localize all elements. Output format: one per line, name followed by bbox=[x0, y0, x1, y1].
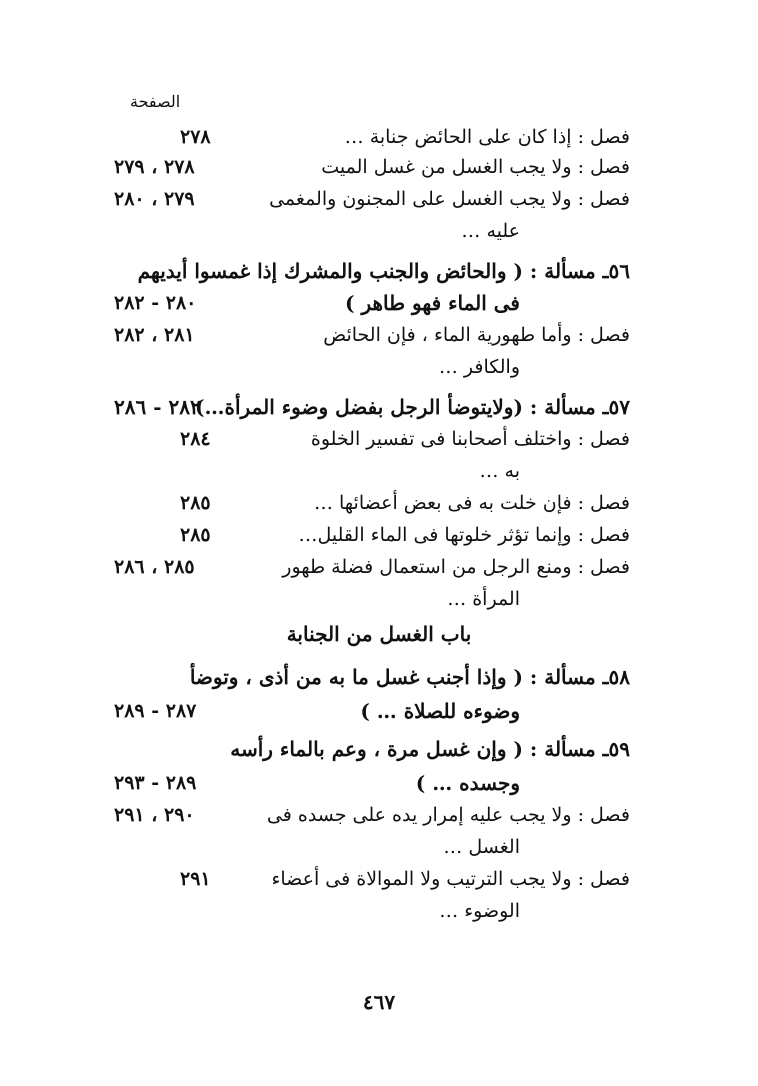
entry-text: فصل : ولا يجب الغسل على المجنون والمغمى bbox=[269, 188, 630, 210]
masala-text: ٥٨ـ مسألة : ( وإذا أجنب غسل ما به من أذى ، وتوضأ bbox=[189, 665, 630, 689]
list-item bbox=[100, 694, 630, 728]
list-item bbox=[100, 120, 630, 154]
entry-pages: ٢٨٥ bbox=[180, 524, 211, 546]
entry-text: فصل : وأما طهورية الماء ، فإن الحائض bbox=[323, 324, 630, 346]
entry-continuation: عليه … bbox=[461, 220, 520, 242]
entry-pages: ٢٧٩ ، ٢٨٠ bbox=[114, 188, 195, 210]
list-item bbox=[100, 454, 630, 488]
list-item bbox=[100, 350, 630, 384]
section-title: باب الغسل من الجنابة bbox=[286, 622, 472, 646]
entry-pages: ٢٨٤ bbox=[180, 428, 211, 450]
entry-continuation: والكافر … bbox=[438, 356, 520, 378]
entry-pages: ٢٨٢ - ٢٨٦ bbox=[114, 395, 201, 419]
list-item bbox=[100, 214, 630, 248]
masala-continuation: وجسده … ) bbox=[415, 771, 520, 795]
masala-text: ٥٧ـ مسألة : (ولايتوضأ الرجل بفضل وضوء المرأة…) bbox=[195, 395, 630, 419]
list-item bbox=[100, 582, 630, 616]
entry-pages: ٢٨٧ - ٢٨٩ bbox=[114, 700, 197, 722]
list-item bbox=[100, 486, 630, 520]
entry-text: فصل : ولا يجب الترتيب ولا الموالاة فى أعضاء bbox=[271, 868, 630, 890]
entry-continuation: الغسل … bbox=[443, 836, 520, 858]
list-item bbox=[100, 422, 630, 456]
list-item bbox=[100, 518, 630, 552]
entry-text: فصل : ولا يجب عليه إمرار يده على جسده فى bbox=[266, 804, 630, 826]
entry-text: فصل : فإن خلت به فى بعض أعضائها … bbox=[313, 492, 630, 514]
entry-pages: ٢٩٠ ، ٢٩١ bbox=[114, 804, 195, 826]
entry-pages: ٢٨٥ bbox=[180, 492, 211, 514]
list-item bbox=[100, 894, 630, 928]
masala-text: ٥٩ـ مسألة : ( وإن غسل مرة ، وعم بالماء رأسه bbox=[230, 737, 630, 761]
entry-text: فصل : واختلف أصحابنا فى تفسير الخلوة bbox=[310, 428, 630, 450]
entry-pages: ٢٨٠ - ٢٨٢ bbox=[114, 292, 197, 314]
list-item bbox=[100, 766, 630, 800]
entry-pages: ٢٨١ ، ٢٨٢ bbox=[114, 324, 195, 346]
entry-continuation: الوضوء … bbox=[439, 900, 520, 922]
entry-pages: ٢٨٥ ، ٢٨٦ bbox=[114, 556, 195, 578]
masala-heading bbox=[100, 390, 630, 424]
masala-text: ٥٦ـ مسألة : ( والحائض والجنب والمشرك إذا غمسوا أيديهم bbox=[137, 259, 630, 283]
entry-text: فصل : إذا كان على الحائض جنابة … bbox=[344, 126, 630, 148]
entry-text: فصل : ولا يجب الغسل من غسل الميت bbox=[321, 156, 630, 178]
entry-pages: ٢٧٨ bbox=[180, 126, 211, 148]
entry-continuation: به … bbox=[479, 460, 520, 482]
list-item bbox=[100, 286, 630, 320]
list-item bbox=[100, 318, 630, 352]
list-item bbox=[100, 182, 630, 216]
page-column-label: الصفحة bbox=[130, 92, 181, 111]
list-item bbox=[100, 830, 630, 864]
list-item bbox=[100, 862, 630, 896]
list-item bbox=[100, 150, 630, 184]
entry-text: فصل : ومنع الرجل من استعمال فضلة طهور bbox=[282, 556, 630, 578]
entry-pages: ٢٨٩ - ٢٩٣ bbox=[114, 772, 197, 794]
list-item bbox=[100, 798, 630, 832]
entry-continuation: المرأة … bbox=[447, 588, 520, 610]
entry-pages: ٢٧٨ ، ٢٧٩ bbox=[114, 156, 195, 178]
masala-continuation: وضوءه للصلاة … ) bbox=[360, 699, 520, 723]
masala-continuation: فى الماء فهو طاهر ) bbox=[345, 291, 520, 315]
masala-heading bbox=[110, 254, 630, 288]
masala-heading bbox=[100, 732, 630, 766]
page-number: ٤٦٧ bbox=[362, 990, 396, 1014]
masala-heading bbox=[100, 660, 630, 694]
entry-text: فصل : وإنما تؤثر خلوتها فى الماء القليل… bbox=[298, 524, 630, 546]
list-item bbox=[100, 550, 630, 584]
entry-pages: ٢٩١ bbox=[180, 868, 211, 890]
